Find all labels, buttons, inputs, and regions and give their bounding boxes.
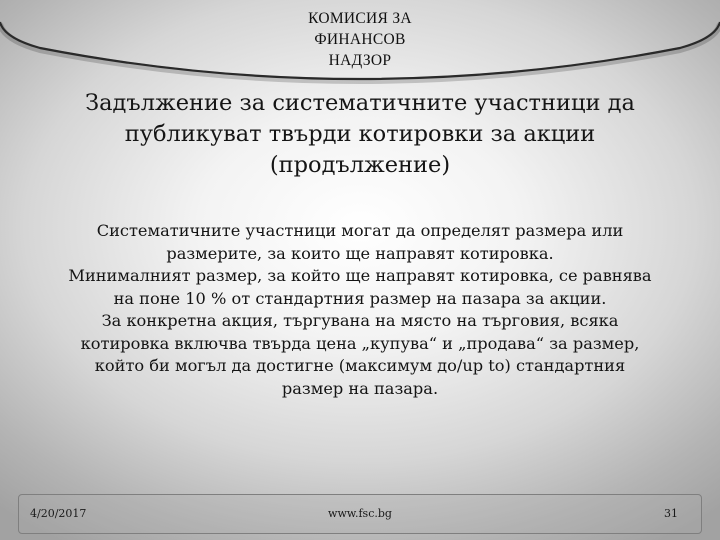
body-line: За конкретна акция, търгувана на място на търговия, всяка [101,311,619,330]
body-line: Минималният размер, за който ще направят котировка, се равнява [68,266,652,285]
body-line: размерите, за които ще направят котировка. [166,243,554,263]
body-line: Систематичните участници могат да определят размера или [96,221,624,240]
footer-page-number: 31 [664,507,678,520]
body-line: на поне 10 % от стандартния размер на пазара за акции. [113,288,607,308]
body-line: котировка включва твърда цена „купува“ и „продава“ за размер, [80,333,640,353]
body-text [20,220,700,400]
org-name-line-2: ФИНАНСОВ [314,31,406,48]
footer-website: www.fsc.bg [328,507,392,520]
footer-date: 4/20/2017 [30,507,87,520]
title-line-3: (продължение) [269,152,451,178]
org-name-line-3: НАДЗОР [328,52,392,69]
title-line-1: Задължение за систематичните участници да [85,90,635,116]
slide-title [40,88,680,181]
body-line: който би могъл да достигне (максимум до/up to) стандартния [94,356,626,375]
organization-name [210,8,510,71]
body-line: размер на пазара. [281,378,439,398]
org-name-line-1: КОМИСИЯ ЗА [308,10,412,27]
title-line-2: публикуват твърди котировки за акции [124,121,596,147]
